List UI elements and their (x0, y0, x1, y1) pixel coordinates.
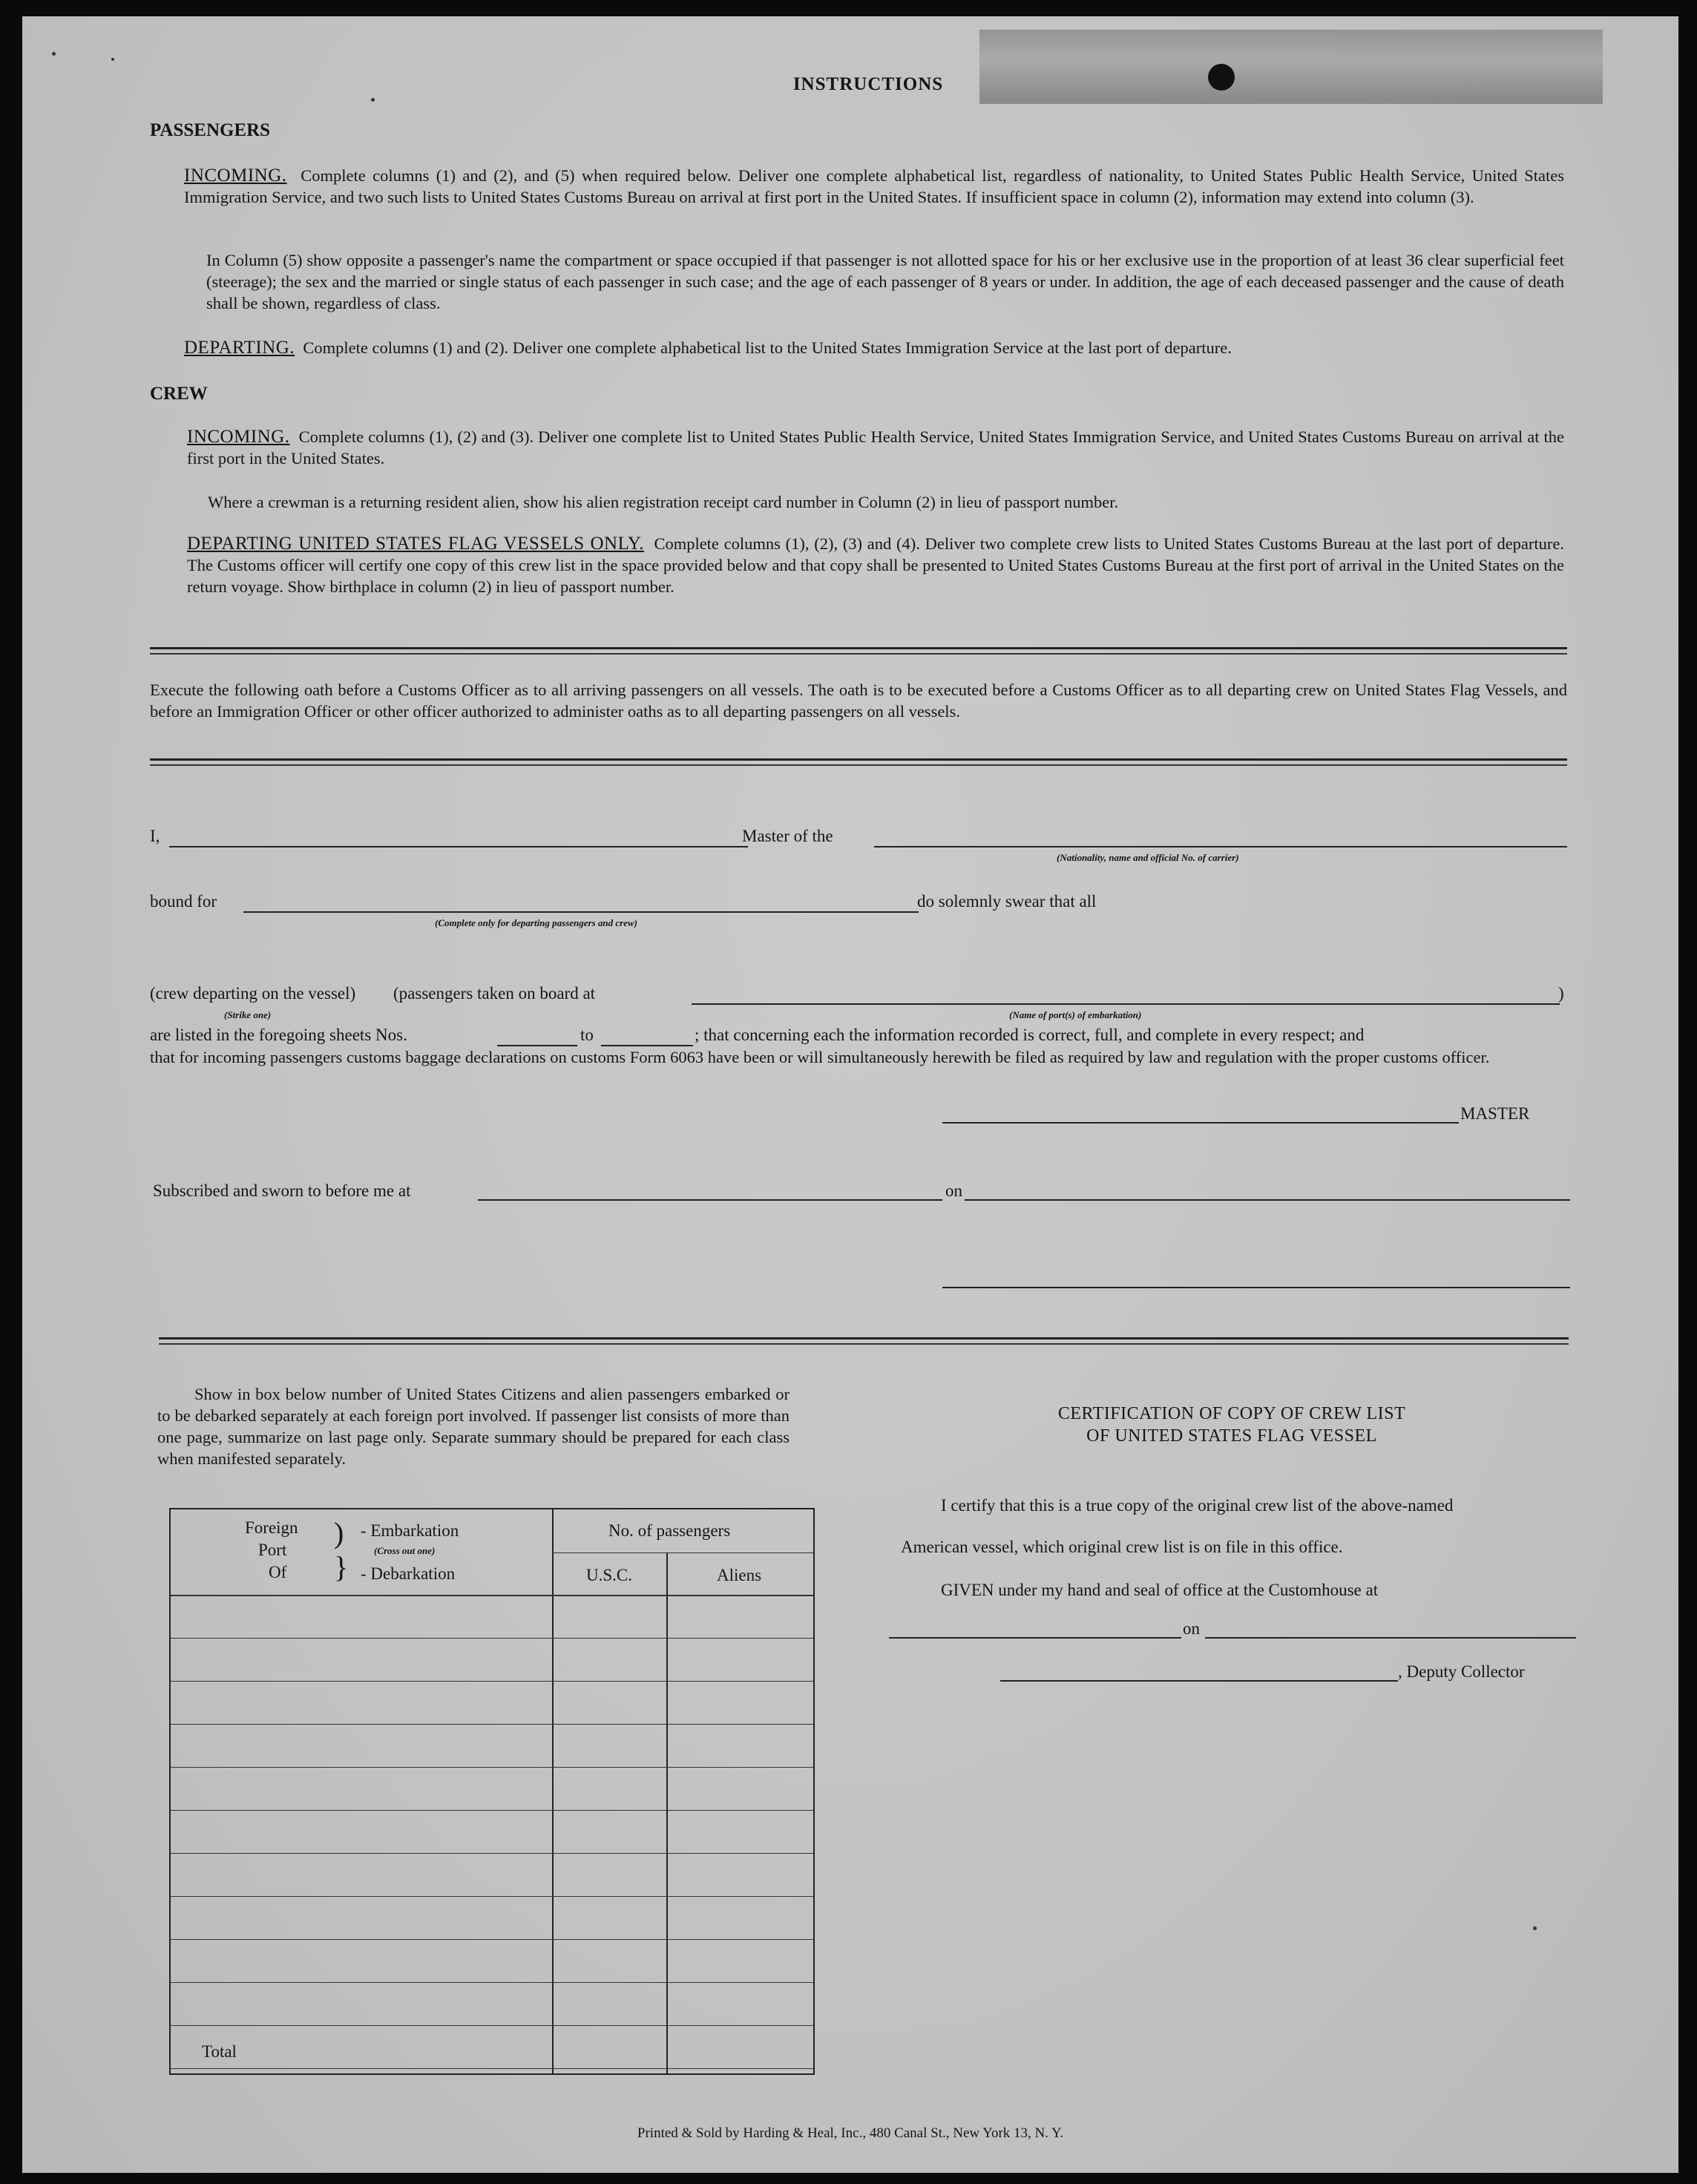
passengers-heading: PASSENGERS (150, 120, 271, 140)
tape-strip (979, 30, 1603, 104)
no-of-passengers-header: No. of passengers (608, 1521, 731, 1540)
master-name-field[interactable] (169, 846, 748, 847)
oath-intro: Execute the following oath before a Customs Officer as to all arriving passengers on all vessels. The oath is to be executed before a Customs Officer as to all departing crew on United States Flag Vessels, and before an Immigration Officer or other officer authorized to administer oaths as to all departing passengers on all vessels. (150, 681, 1567, 721)
usc-header: U.S.C. (586, 1566, 632, 1584)
embarkation-label: - Embarkation (361, 1521, 459, 1540)
sworn-place-field[interactable] (478, 1199, 942, 1201)
master-label: MASTER (1460, 1104, 1530, 1123)
customhouse-field[interactable] (889, 1637, 1181, 1639)
passengers-incoming-text: Complete columns (1) and (2), and (5) when required below. Deliver one complete alphabetical list, regardless of nationality, to United States Public Health Service, United States Immigration Service, and two such lists to United States Customs Bureau on arrival at first port in the United States. If insufficient space in column (2), information may extend into column (3). (184, 166, 1565, 206)
summary-instructions: Show in box below number of United States Citizens and alien passengers embarked or to be debarked separately at each foreign port involved. If passenger list consists of more than one page, summarize on last page only. Separate summary should be prepared for each class when manifested separately. (157, 1385, 790, 1468)
section-divider (150, 647, 1567, 649)
passengers-departing-label: DEPARTING. (184, 338, 295, 358)
table-row-line (171, 1853, 813, 1854)
table-row-line (171, 1810, 813, 1811)
master-of-the-label: Master of the (742, 827, 833, 845)
table-row-line (171, 1767, 813, 1768)
table-row-line (171, 1681, 813, 1682)
certification-heading-line1: CERTIFICATION OF COPY OF CREW LIST (1057, 1404, 1406, 1423)
aliens-header: Aliens (717, 1566, 762, 1584)
crew-departing-text: Complete columns (1), (2), (3) and (4). Deliver two complete crew lists to United States Customs Bureau at the last port of departure. The Customs officer will certify one copy of this crew list in the space provided below and that copy shall be presented to United States Customs Bureau at the first port of arrival in the United States on the return voyage. Show birthplace in column (2) in lieu of passport number. (187, 534, 1565, 596)
crew-departing-paragraph (187, 533, 1564, 597)
complete-only-caption: (Complete only for departing passengers and crew) (435, 917, 637, 928)
sworn-on-label: on (945, 1181, 962, 1200)
col-divider-1 (552, 1509, 554, 2073)
oath-i-label: I, (150, 827, 160, 845)
punch-hole (1208, 64, 1235, 91)
certification-heading (913, 1403, 1551, 1447)
printer-footer: Printed & Sold by Harding & Heal, Inc., 480 Canal St., New York 13, N. Y. (637, 2125, 1064, 2141)
foreign-label: Foreign (245, 1518, 298, 1537)
certification-date-field[interactable] (1205, 1637, 1576, 1639)
passengers-incoming-paragraph (184, 165, 1564, 208)
certification-heading-line2: OF UNITED STATES FLAG VESSEL (1086, 1426, 1377, 1446)
passengers-subheader-line (552, 1552, 813, 1553)
cross-out-caption: (Cross out one) (374, 1545, 436, 1556)
table-row-line (171, 1638, 813, 1639)
deputy-collector-label: , Deputy Collector (1398, 1662, 1525, 1681)
col-divider-2 (666, 1552, 668, 2073)
page-title: INSTRUCTIONS (792, 74, 944, 94)
header-bottom-line (171, 1595, 813, 1596)
speck (371, 98, 375, 102)
certification-given: GIVEN under my hand and seal of office at the Customhouse at (941, 1581, 1379, 1599)
passengers-departing-text: Complete columns (1) and (2). Deliver one complete alphabetical list to the United States Immigration Service at the last port of departure. (303, 338, 1232, 357)
embarkation-ports-field[interactable] (692, 1003, 1560, 1005)
certification-text-1: I certify that this is a true copy of the original crew list of the above-named (941, 1496, 1454, 1515)
close-paren: ) (1558, 984, 1564, 1003)
ports-caption: (Name of port(s) of embarkation) (1009, 1009, 1142, 1020)
strike-one-caption: (Strike one) (224, 1009, 272, 1020)
certification-text-2: American vessel, which original crew list is on file in this office. (901, 1538, 1343, 1556)
crew-incoming-paragraph (187, 426, 1564, 469)
table-row-line (171, 1982, 813, 1983)
total-label: Total (202, 2042, 237, 2061)
crew-incoming-text: Complete columns (1), (2) and (3). Deliver one complete list to United States Public Health Service, United States Immigration Service, and United States Customs Bureau on arrival at the first port in the United States. (187, 427, 1564, 468)
oath-divider (150, 758, 1567, 761)
passengers-column5-paragraph: In Column (5) show opposite a passenger's name the compartment or space occupied if that passenger is not allotted space for his or her exclusive use in the proportion of at least 36 clear superficial feet (steerage); the sex and the married or single status of each passenger in such case; and the age of each passenger of 8 years or under. In addition, the age of each deceased passenger and the cause of death shall be shown, regardless of class. (206, 251, 1564, 312)
bound-for-label: bound for (150, 892, 217, 911)
table-row-line (171, 2025, 813, 2026)
listed-prefix: are listed in the foregoing sheets Nos. (150, 1026, 407, 1044)
passengers-departing-paragraph (184, 337, 1564, 358)
bound-for-field[interactable] (243, 911, 919, 913)
listed-suffix: ; that concerning each the information recorded is correct, full, and complete in every respect; and (695, 1026, 1365, 1044)
crew-departing-option: (crew departing on the vessel) (150, 984, 356, 1003)
of-label: Of (269, 1563, 287, 1581)
certification-on-label: on (1183, 1619, 1200, 1638)
speck (111, 58, 114, 61)
passenger-summary-table (169, 1508, 815, 2075)
do-solemnly-label: do solemnly swear that all (917, 892, 1097, 911)
passengers-taken-option: (passengers taken on board at (393, 984, 596, 1003)
debarkation-label: - Debarkation (361, 1564, 456, 1583)
passengers-incoming-label: INCOMING. (184, 165, 287, 186)
table-row-line (171, 1939, 813, 1940)
table-row-line (171, 2068, 813, 2069)
speck (1533, 1926, 1537, 1930)
carrier-caption: (Nationality, name and official No. of carrier) (1057, 852, 1239, 863)
crew-resident-paragraph: Where a crewman is a returning resident alien, show his alien registration receipt card number in Column (2) in lieu of passport number. (208, 493, 1119, 511)
to-label: to (580, 1026, 594, 1044)
table-row-line (171, 1896, 813, 1897)
crew-departing-label: DEPARTING UNITED STATES FLAG VESSELS ONLY. (187, 534, 644, 554)
document-page (22, 16, 1678, 2173)
master-signature-field[interactable] (942, 1122, 1459, 1124)
lower-divider (159, 1337, 1569, 1339)
crew-heading: CREW (150, 384, 208, 404)
subscribed-label: Subscribed and sworn to before me at (153, 1181, 411, 1200)
crew-incoming-label: INCOMING. (187, 427, 290, 447)
table-row-line (171, 1724, 813, 1725)
sworn-date-field[interactable] (965, 1199, 1570, 1201)
brace-top: ) (334, 1516, 344, 1550)
listed-text-2: that for incoming passengers customs baggage declarations on customs Form 6063 have been or will simultaneously herewith be filed as required by law and regulation with the proper customs officer. (150, 1048, 1490, 1066)
port-label: Port (258, 1541, 287, 1559)
deputy-signature-field[interactable] (1000, 1680, 1398, 1682)
carrier-field[interactable] (874, 846, 1567, 847)
speck (52, 52, 56, 56)
brace-bottom: } (334, 1550, 349, 1584)
officer-signature-field[interactable] (942, 1287, 1570, 1288)
